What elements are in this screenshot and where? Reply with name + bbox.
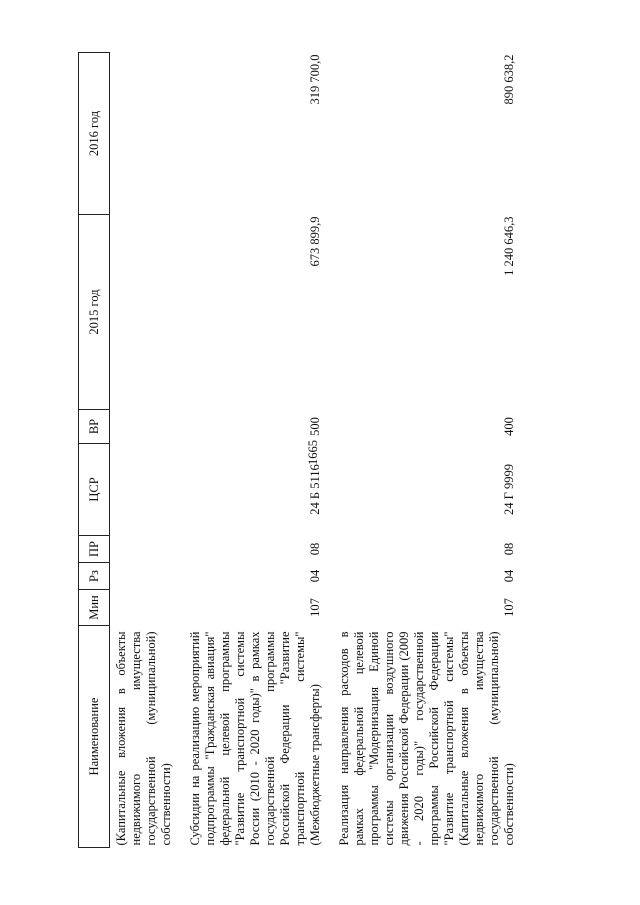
row-rz: 04 [308, 569, 322, 583]
row-rz [110, 563, 175, 590]
row-2016: 319 700,0 [308, 54, 322, 105]
header-pr: ПР [79, 536, 110, 563]
row-2016 [110, 53, 175, 215]
row-min: 107 [308, 598, 322, 617]
header-csr: ЦСР [79, 444, 110, 536]
header-vr: ВР [79, 410, 110, 444]
row-min [110, 590, 175, 626]
row-vr: 500 [308, 417, 322, 436]
row-name: Субсидии на реализацию мероприятий подпрограммы "Гражданская авиация" федеральной целевой программы "Развитие транспортной системы России (2010 - 2020 годы)" в рамках государственной программы Российской Федерации "Развитие транспортной системы" (Межбюджетные трансферты) [188, 631, 322, 846]
row-csr [110, 444, 175, 536]
row-name: (Капитальные вложения в объекты недвижимого имущества государственной (муниципальной) собственности) [114, 631, 173, 846]
row-2015: 673 899,9 [308, 216, 322, 267]
row-csr: 24 Б 5116 [308, 464, 322, 515]
row-vr: 400 [502, 417, 516, 436]
table-row [333, 53, 517, 848]
table-row [184, 53, 323, 848]
table-header-row [79, 53, 110, 848]
row-rz: 04 [502, 569, 516, 583]
row-2016: 890 638,2 [502, 54, 516, 105]
row-csr: 24 Г 9999 [502, 464, 516, 515]
rotated-page-content [78, 53, 598, 848]
row-pr [110, 536, 175, 563]
header-min: Мин [79, 590, 110, 626]
row-name: Реализация направления расходов в рамках федеральной целевой программы "Модернизация Единой системы организации воздушного движения Российской Федерации (2009 - 2020 годы)" государственной программы Российской Федерации "Развитие транспортной системы" (Капитальные вложения в объекты недвижимого имущества государственной (муниципальной) собственности) [337, 631, 516, 846]
row-2015 [110, 215, 175, 410]
table-row [110, 53, 175, 848]
header-rz: Рз [79, 563, 110, 590]
row-pr: 08 [308, 542, 322, 556]
row-pr: 08 [502, 542, 516, 556]
header-2015: 2015 год [79, 215, 110, 410]
row-min: 107 [502, 598, 516, 617]
page-number: 1665 [306, 440, 320, 465]
row-2015: 1 240 646,3 [502, 216, 516, 276]
header-2016: 2016 год [79, 53, 110, 215]
budget-table [78, 52, 517, 848]
header-name: Наименование [79, 626, 110, 848]
row-vr [110, 410, 175, 444]
